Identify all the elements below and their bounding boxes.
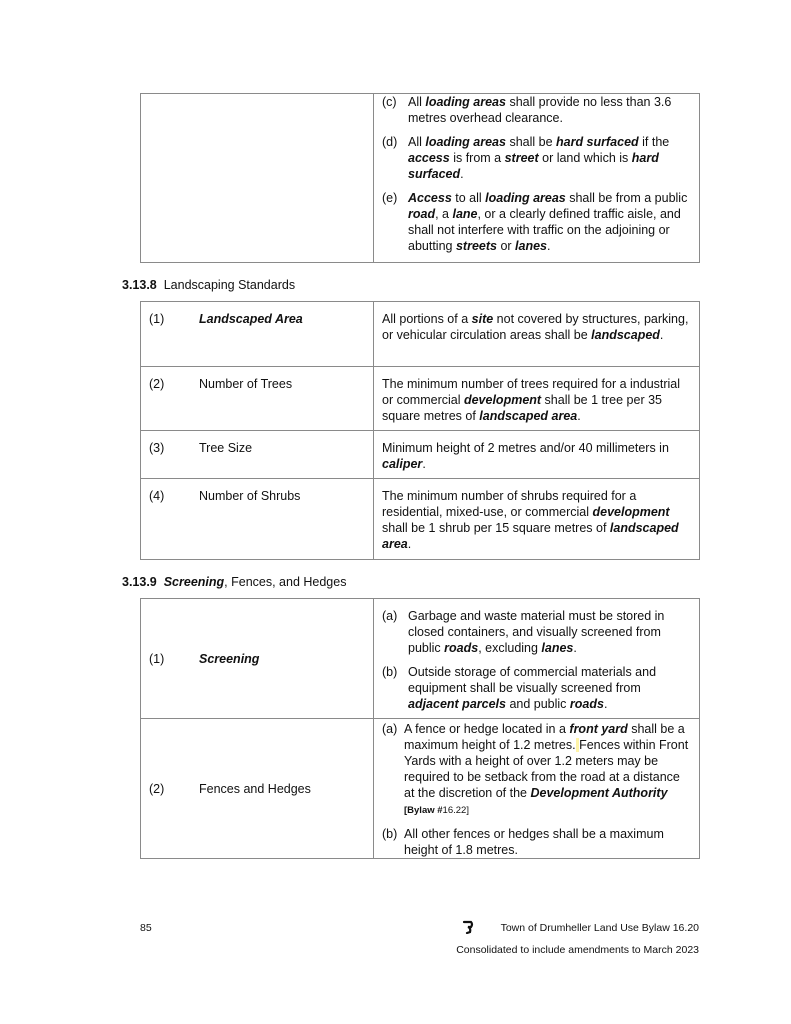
text-run: . — [422, 457, 426, 471]
text-run: or land which is — [538, 151, 632, 165]
defined-term: loading areas — [485, 191, 566, 205]
defined-term: adjacent parcels — [408, 697, 506, 711]
table-row — [141, 719, 700, 859]
defined-term: loading areas — [425, 135, 506, 149]
screening-table — [140, 598, 700, 859]
list-item — [382, 721, 693, 819]
defined-term: streets — [455, 239, 497, 253]
row-number: (3) — [149, 441, 165, 455]
row-number: (2) — [149, 781, 165, 796]
table-row — [141, 302, 700, 367]
loading-left-cell — [141, 94, 374, 263]
defined-term: loading areas — [425, 95, 506, 109]
table-row — [141, 431, 700, 479]
row-text — [382, 377, 680, 423]
row-items-cell — [374, 599, 700, 719]
row-label: Fences and Hedges — [199, 781, 311, 796]
loading-items-cell — [374, 94, 700, 263]
defined-term: development — [592, 505, 670, 519]
item-letter: (b) — [382, 827, 398, 841]
defined-term: street — [504, 151, 539, 165]
row-label-cell — [141, 599, 374, 719]
text-run: , a — [435, 207, 453, 221]
text-run: , excluding — [478, 641, 542, 655]
list-item — [382, 826, 693, 858]
text-run: . — [659, 328, 664, 342]
loading-item — [382, 190, 693, 254]
section-heading-3-13-8 — [122, 278, 295, 292]
defined-term: roads — [444, 641, 479, 655]
text-run: or — [496, 239, 516, 253]
row-text-cell — [374, 367, 700, 431]
row-label: Tree Size — [199, 441, 253, 455]
row-label: Number of Trees — [199, 377, 293, 391]
text-run: The minimum number of trees required for a industrial or commercial — [382, 377, 681, 407]
text-run: A fence or hedge located in a — [404, 722, 570, 736]
item-text — [408, 190, 693, 254]
text-run: [Bylaw # — [404, 805, 443, 816]
item-text — [404, 826, 693, 858]
item-letter: (e) — [382, 191, 398, 205]
defined-term: caliper — [382, 457, 423, 471]
text-run: . — [460, 167, 464, 181]
defined-term: landscaped area — [479, 409, 578, 423]
defined-term: lanes — [515, 239, 547, 253]
text-run: shall be from a public — [565, 191, 688, 205]
text-run: , Fences, and Hedges — [224, 575, 347, 589]
page-number: 85 — [140, 922, 152, 934]
row-text — [382, 441, 669, 471]
row-label: Screening — [199, 651, 260, 666]
text-run: is from a — [449, 151, 505, 165]
text-run: shall be 1 shrub per 15 square metres of — [382, 521, 610, 535]
text-run: Garbage and waste material must be stored in closed containers, and visually screened from public — [408, 609, 665, 655]
row-label-cell — [141, 302, 374, 367]
text-run: All portions of a — [382, 312, 472, 326]
text-run: shall provide no less than 3.6 metres overhead clearance. — [408, 95, 672, 125]
row-label: Landscaped Area — [199, 312, 303, 326]
text-run: Outside storage of commercial materials and equipment shall be visually screened from — [408, 665, 657, 695]
item-letter: (b) — [382, 665, 398, 679]
item-text — [408, 608, 693, 656]
item-text — [408, 94, 693, 126]
item-letter: (a) — [382, 609, 398, 623]
text-run: Minimum height of 2 metres and/or 40 millimeters in — [382, 441, 669, 455]
list-item — [382, 664, 693, 712]
row-label-cell — [141, 719, 374, 859]
text-run: shall be — [505, 135, 556, 149]
text-run: to all — [451, 191, 486, 205]
table-row — [141, 599, 700, 719]
row-label-cell — [141, 479, 374, 560]
text-run: if the — [638, 135, 670, 149]
row-label-cell — [141, 367, 374, 431]
text-run: . — [407, 537, 412, 551]
defined-term: Development Authority — [530, 786, 668, 800]
text-run: . — [573, 641, 577, 655]
row-text — [382, 489, 679, 551]
item-letter: (a) — [382, 722, 398, 736]
row-text-cell — [374, 302, 700, 367]
defined-term: landscaped area — [382, 521, 679, 551]
row-label-cell — [141, 431, 374, 479]
defined-term: front yard — [569, 722, 628, 736]
text-run: All other fences or hedges shall be a maximum height of 1.8 metres. — [404, 827, 664, 857]
section-number: 3.13.9 — [122, 575, 157, 589]
row-items-cell — [374, 719, 700, 859]
item-letter: (c) — [382, 95, 397, 109]
row-text-cell — [374, 431, 700, 479]
text-run: All — [408, 95, 426, 109]
item-text — [408, 134, 693, 182]
row-number: (2) — [149, 377, 165, 391]
consolidated-note: Consolidated to include amendments to March 2023 — [456, 944, 699, 956]
section-title — [164, 575, 347, 589]
table-row — [141, 367, 700, 431]
row-number: (1) — [149, 651, 165, 666]
text-run: , or a clearly defined traffic aisle, and shall not interfere with traffic on the adjoining or abutting — [408, 207, 681, 253]
defined-term: road — [408, 207, 436, 221]
defined-term: hard surfaced — [408, 151, 659, 181]
row-label: Number of Shrubs — [199, 489, 301, 503]
defined-term: Screening — [163, 575, 225, 589]
defined-term: landscaped — [591, 328, 660, 342]
row-text — [382, 312, 688, 342]
bylaw-title: Town of Drumheller Land Use Bylaw 16.20 — [500, 922, 699, 934]
text-run: All — [408, 135, 426, 149]
defined-term: development — [463, 393, 542, 407]
text-run: . — [577, 409, 581, 423]
section-number: 3.13.8 — [122, 278, 157, 292]
item-text — [404, 721, 693, 819]
text-run: shall be 1 tree per 35 square metres of — [382, 393, 662, 423]
row-number: (1) — [149, 312, 165, 326]
text-run: . — [547, 239, 551, 253]
section-title: Landscaping Standards — [163, 278, 296, 292]
loading-item — [382, 134, 693, 182]
text-run: 16.22] — [442, 805, 469, 816]
defined-term: site — [471, 312, 494, 326]
text-run: . — [603, 697, 608, 711]
text-run: Fences within Front Yards with a height of over 1.2 meters may be required to be setback from the road at a distance at the discretion of the — [404, 738, 689, 800]
text-run: The minimum number of shrubs required for a residential, mixed-use, or commercial — [382, 489, 637, 519]
loading-areas-table — [140, 93, 700, 263]
defined-term: access — [408, 151, 450, 165]
loading-item — [382, 94, 693, 126]
defined-term: hard surfaced — [556, 135, 639, 149]
section-heading-3-13-9 — [122, 575, 346, 589]
text-run: not covered by structures, parking, or vehicular circulation areas shall be — [382, 312, 689, 342]
defined-term: lanes — [541, 641, 574, 655]
row-text-cell — [374, 479, 700, 560]
table-row — [141, 479, 700, 560]
drumheller-logo-icon — [462, 920, 474, 934]
item-text — [408, 664, 693, 712]
defined-term: lane — [452, 207, 478, 221]
text-run: shall be a maximum height of 1.2 metres. — [404, 722, 685, 752]
row-number: (4) — [149, 489, 165, 503]
item-letter: (d) — [382, 135, 398, 149]
defined-term: roads — [569, 697, 604, 711]
list-item — [382, 608, 693, 656]
text-run: and public — [505, 697, 570, 711]
logo-graphic — [462, 920, 474, 934]
defined-term: Access — [408, 191, 452, 205]
landscaping-table — [140, 301, 700, 560]
